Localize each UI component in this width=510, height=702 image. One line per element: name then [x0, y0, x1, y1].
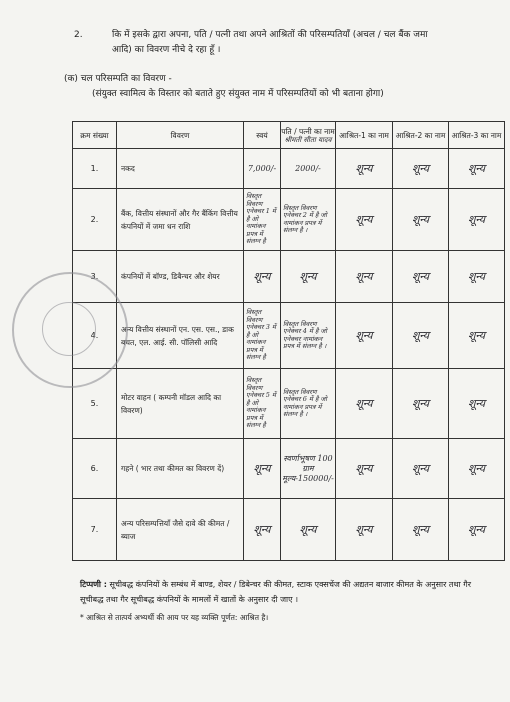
- intro-line-2: आदि) का विवरण नीचे दे रहा हूँ ।: [112, 45, 221, 55]
- spouse-name-handwritten: श्रीमती सीता यादव: [284, 135, 332, 144]
- table-row: 5. मोटर वाहन ( कम्पनी मॉडल आदि का विवरण) विस्तृत विवरण एनेक्चर 5 में है ओ नामांकन प्रपत्र में संलग्न है विस्तृत विवरण एनेक्चर 6 में है जो नामांकन प्रपत्र में संलग्न है । शून्य शून्य शून्य: [73, 369, 505, 439]
- notary-stamp: [12, 272, 128, 388]
- note-text: सूचीबद्ध कंपनियों के सम्बंध में बाण्ड, शेयर / डिबेन्चर की कीमत, स्टाक एक्सचेंज की अद्यतन बाजार कीमत के अनुसार तथा गैर सूचीबद्ध तथा गैर सूचीबद्ध कंपनियों के मामलों में खातों के अनुसार दी जाए ।: [80, 580, 471, 604]
- header-dependent-2: आश्रित-2 का नाम: [393, 122, 449, 149]
- intro-line-1: कि में इसके द्वारा अपना, पति / पत्नी तथा अपने आश्रितों की परिसम्पतियाँ (अचल / चल बैंक जमा: [112, 30, 428, 40]
- note-label: टिप्पणी :: [80, 580, 107, 589]
- table-row: 1. नकद 7,000/- 2000/- शून्य शून्य शून्य: [73, 149, 505, 189]
- table-header-row: [73, 122, 505, 149]
- table-row: 4. अन्य वित्तीय संस्थानों एन. एस. एस., डाक बचत, एल. आई. सी. पॉलिसी आदि विस्तृत विवरण एनेक्चर 3 में है ओ नामांकन प्रपत्र में संलग्न है विस्तृत विवरण एनेक्चर 4 में है जो एनेक्चर नामांकन प्रपत्र में संलग्न है । शून्य शून्य शून्य: [73, 303, 505, 369]
- header-serial: क्रम संख्या: [73, 122, 117, 149]
- table-row: 6. गहने ( भार तथा कीमत का विवरण दें) शून्य स्वर्णाभूषण 100 ग्राम मूल्य-150000/- शून्य शून्य शून्य: [73, 439, 505, 499]
- header-description: विवरण: [117, 122, 244, 149]
- notary-stamp-inner-ring: [42, 302, 96, 356]
- section-note: (संयुक्त स्वामित्व के विस्तार को बताते हुए संयुक्त नाम में परिसम्पतियों को भी बताना होगा): [92, 89, 384, 99]
- header-dependent-1: आश्रित-1 का नाम: [336, 122, 393, 149]
- table-row: 2. बैंक, वित्तीय संस्थानों और गैर बैंकिंग वित्तीय कंपनियों में जमा धन राशि विस्तृत विवरण एनेक्चर 1 में है ओ नामांकन प्रपत्र में संलग्न है विस्तृत विवरण एनेक्चर 2 में है जो नामांकन प्रपत्र में संलग्न है । शून्य शून्य शून्य: [73, 189, 505, 251]
- note-paragraph: [80, 577, 480, 607]
- intro-number: 2.: [74, 30, 83, 40]
- header-dependent-3: आश्रित-3 का नाम: [449, 122, 505, 149]
- table-row: 3. कंपनियों में बॉण्ड, डिबैन्चर और शेयर शून्य शून्य शून्य शून्य शून्य: [73, 251, 505, 303]
- header-spouse: पति / पत्नी का नाम श्रीमती सीता यादव: [281, 122, 336, 149]
- section-title: (क) चल परिसम्पति का विवरण -: [64, 74, 172, 84]
- header-self: स्वयं: [244, 122, 281, 149]
- assets-table: [72, 121, 505, 561]
- table-row: 7. अन्य परिसम्पत्तियाँ जैसे दावे की कीमत / ब्याज शून्य शून्य शून्य शून्य शून्य: [73, 499, 505, 561]
- footnote: * आश्रित से तात्पर्य अभ्यर्थी की आय पर यह व्यक्ति पूर्णत: आश्रित है।: [80, 613, 269, 622]
